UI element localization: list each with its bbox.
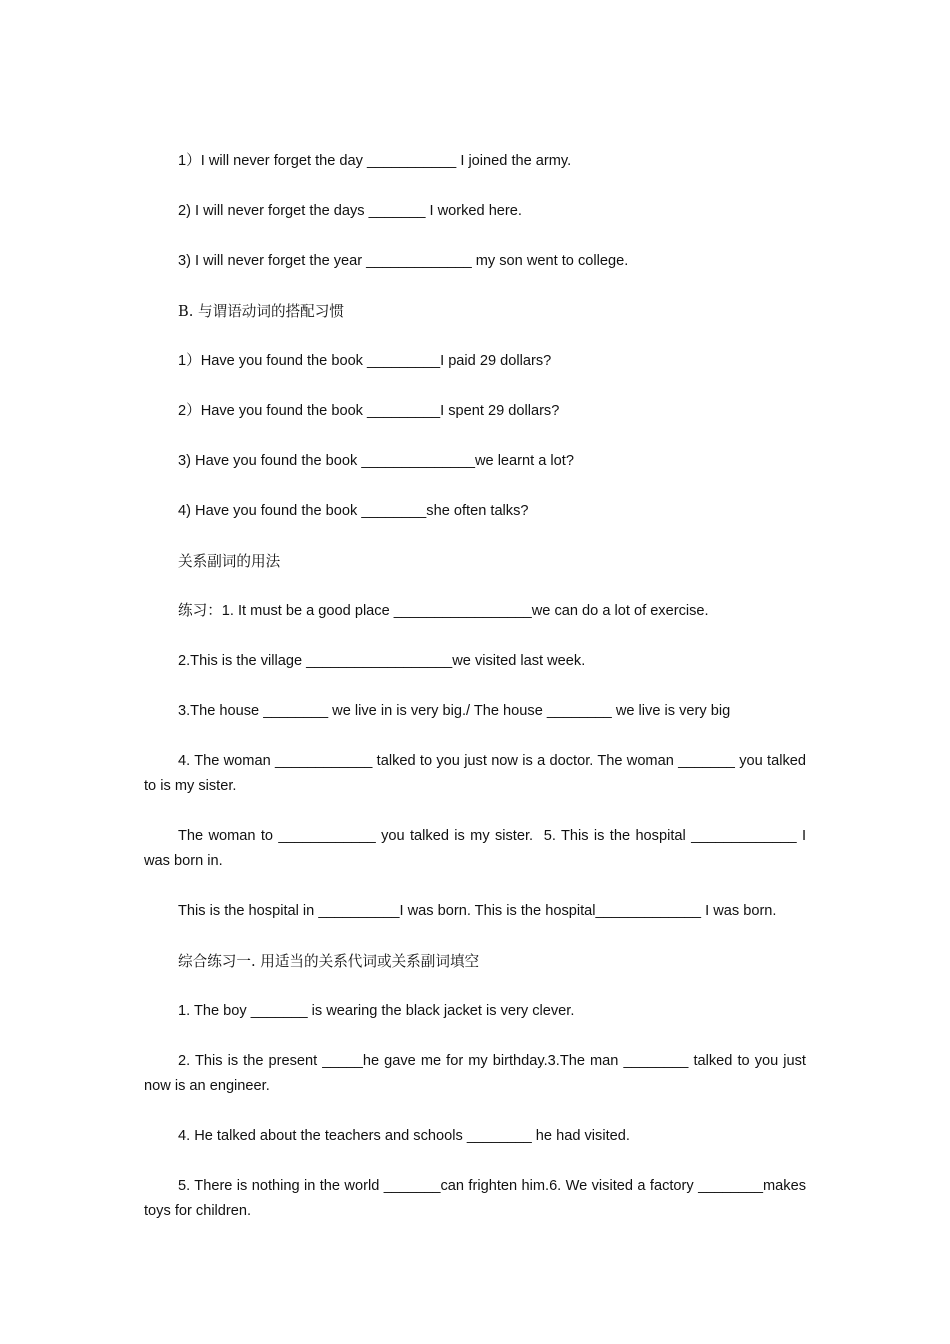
comprehensive-2-3: 2. This is the present _____he gave me for my birthday.3.The man ________ talked to you just now is an engineer. xyxy=(144,1053,811,1094)
exercise-b3: 3) Have you found the book ______________we learnt a lot? xyxy=(178,453,574,469)
exercise-b4: 4) Have you found the book ________she often talks? xyxy=(178,503,529,519)
exercise-a3: 3) I will never forget the year _____________ my son went to college. xyxy=(178,253,629,269)
section-heading-comprehensive: 综合练习一. 用适当的关系代词或关系副词填空 xyxy=(178,953,480,970)
practice-5-cont: This is the hospital in __________I was born. This is the hospital_____________ I was born. xyxy=(178,903,777,919)
section-heading-relative-adverbs: 关系副词的用法 xyxy=(178,553,281,570)
practice-4-cont: The woman to ____________ you talked is my sister. 5. This is the hospital _____________ I was born in. xyxy=(144,828,811,869)
practice-3: 3.The house ________ we live in is very big./ The house ________ we live is very big xyxy=(178,703,731,719)
exercise-a1: 1）I will never forget the day ___________ I joined the army. xyxy=(178,153,572,169)
comprehensive-5-6: 5. There is nothing in the world _______can frighten him.6. We visited a factory ________makes toys for children. xyxy=(144,1178,811,1219)
practice-4: 4. The woman ____________ talked to you just now is a doctor. The woman _______ you talked to is my sister. xyxy=(144,753,811,794)
practice-2: 2.This is the village __________________we visited last week. xyxy=(178,653,586,669)
exercise-a2: 2) I will never forget the days _______ I worked here. xyxy=(178,203,522,219)
document-body xyxy=(144,149,811,1249)
practice-1: 练习：1. It must be a good place _________________we can do a lot of exercise. xyxy=(178,603,709,619)
exercise-b2: 2）Have you found the book _________I spent 29 dollars? xyxy=(178,403,560,419)
section-heading-b: B. 与谓语动词的搭配习惯 xyxy=(178,303,344,320)
exercise-b1: 1）Have you found the book _________I paid 29 dollars? xyxy=(178,353,552,369)
comprehensive-1: 1. The boy _______ is wearing the black jacket is very clever. xyxy=(178,1003,575,1019)
comprehensive-4: 4. He talked about the teachers and schools ________ he had visited. xyxy=(178,1128,630,1144)
